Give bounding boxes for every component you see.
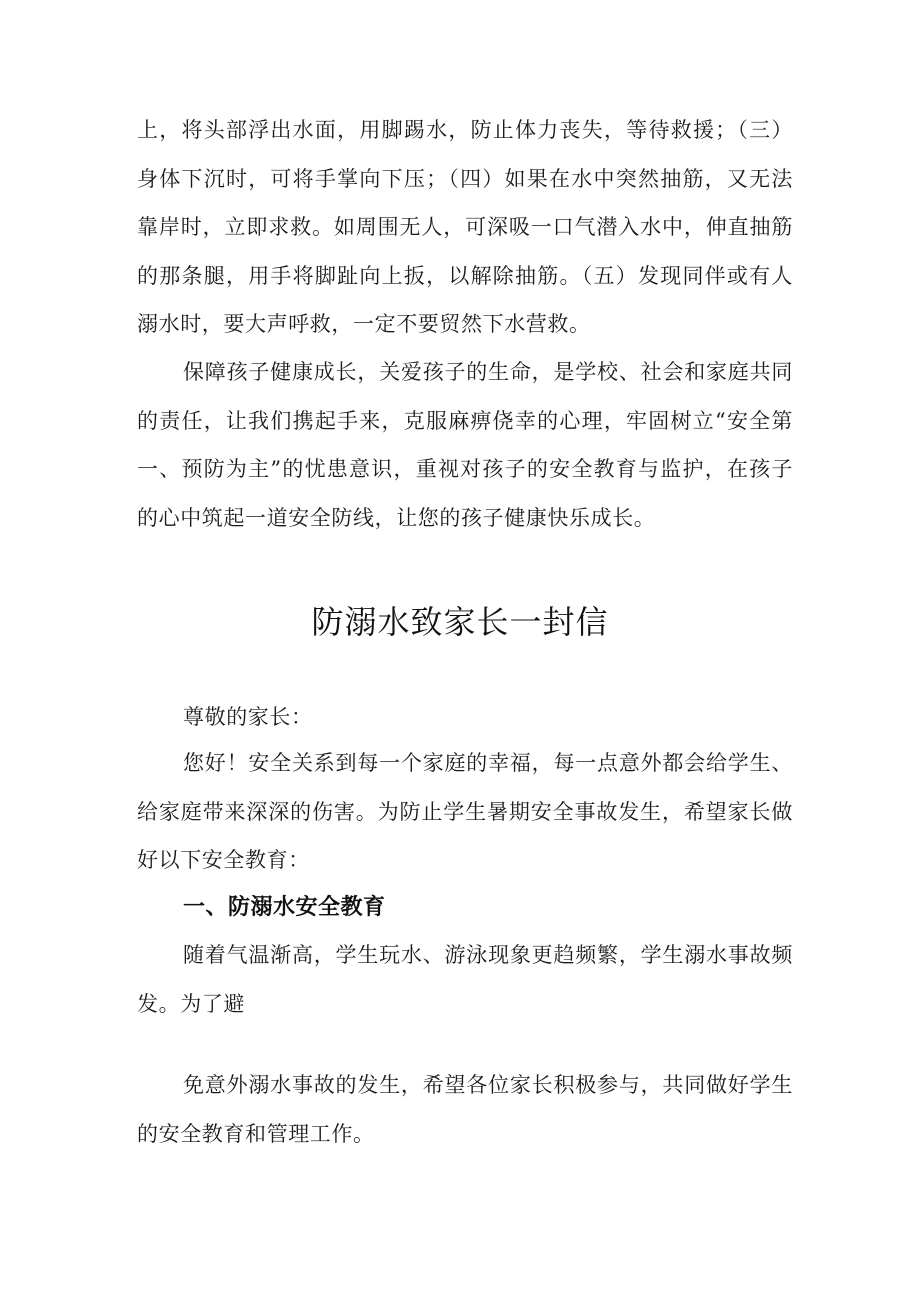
section-heading: 一、防溺水安全教育 [183,895,386,920]
paragraph-intro: 您好！安全关系到每一个家庭的幸福，每一点意外都会给学生、给家庭带来深深的伤害。为防止学生暑期安全事故发生，希望家长做好以下安全教育： [137,751,793,872]
paragraph-section-start: 随着气温渐高，学生玩水、游泳现象更趋频繁，学生溺水事故频发。为了避 [137,943,793,1016]
paragraph-conclusion: 保障孩子健康成长，关爱孩子的生命，是学校、社会和家庭共同的责任，让我们携起手来，克服麻痹侥幸的心理，牢固树立“安全第一、预防为主”的忧患意识，重视对孩子的安全教育与监护，在孩子的心中筑起一道安全防线，让您的孩子健康快乐成长。 [137,360,793,530]
paragraph-continuation: 上，将头部浮出水面，用脚踢水，防止体力丧失，等待救援；（三）身体下沉时，可将手掌向下压；（四）如果在水中突然抽筋，又无法靠岸时，立即求救。如周围无人，可深吸一口气潜入水中，伸直抽筋的那条腿，用手将脚趾向上扳，以解除抽筋。（五）发现同伴或有人溺水时，要大声呼救，一定不要贸然下水营救。 [137,118,793,336]
greeting: 尊敬的家长： [183,705,313,729]
paragraph-section-continuation: 免意外溺水事故的发生，希望各位家长积极参与，共同做好学生的安全教育和管理工作。 [137,1073,793,1146]
letter-title: 防溺水致家长一封信 [311,603,609,641]
